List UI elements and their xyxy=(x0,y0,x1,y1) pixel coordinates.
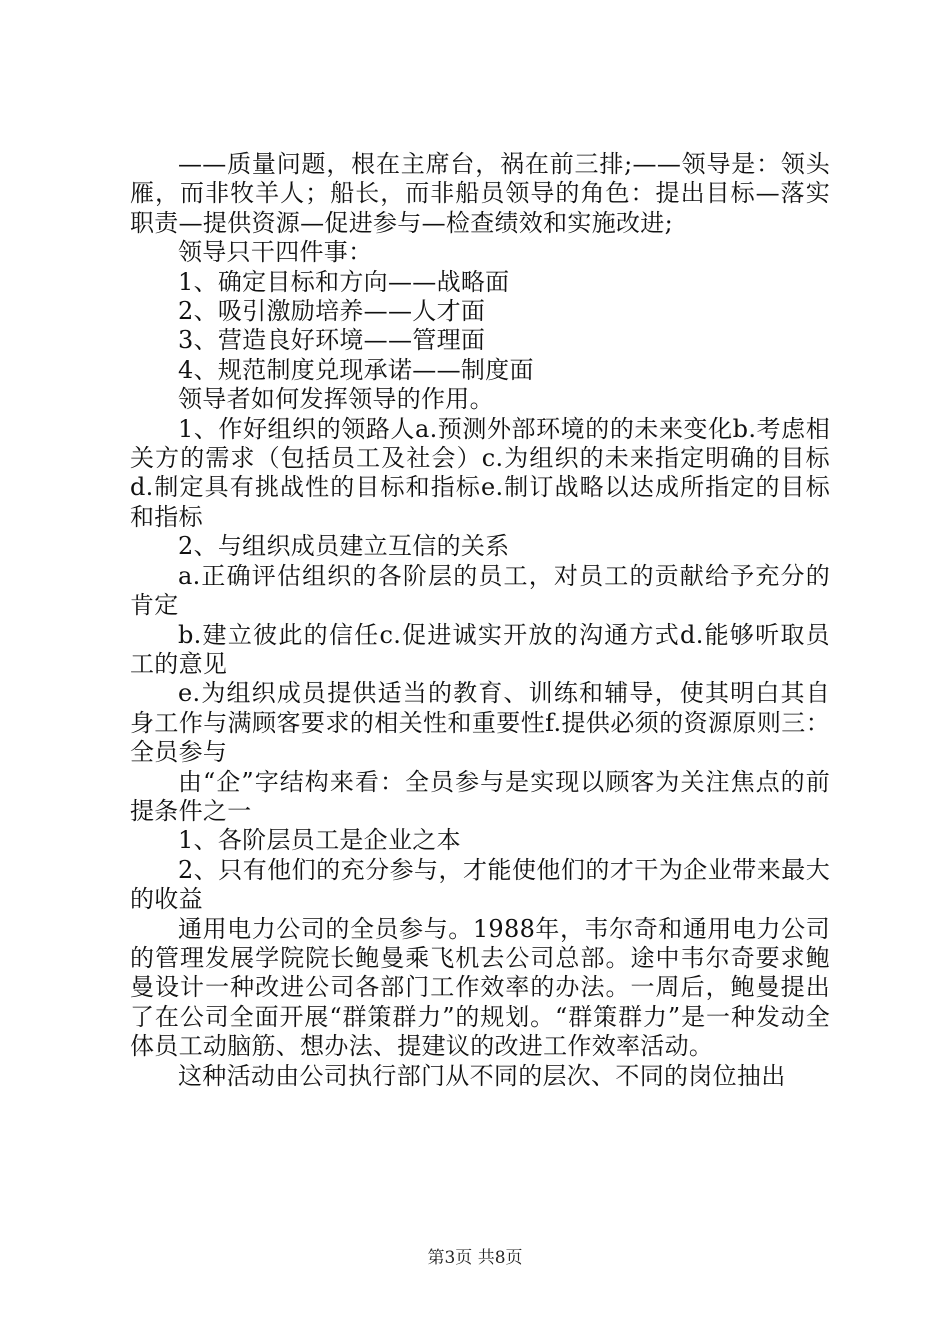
paragraph-system: 4、规范制度兑现承诺——制度面 xyxy=(178,355,534,384)
paragraph-evaluate-staff: a.正确评估组织的各阶层的员工，对员工的贡献给予充分的肯定 xyxy=(130,561,830,620)
paragraph-management: 3、营造良好环境——管理面 xyxy=(178,326,486,355)
page-footer: 第3页 共8页 xyxy=(427,1248,523,1268)
paragraph-leadership-intro: ——质量问题，根在主席台，祸在前三排;——领导是：领头雁，而非牧羊人；船长，而非船员领导的角色：提出目标—落实职责—提供资源—促进参与—检查绩效和实施改进; xyxy=(130,150,830,237)
paragraph-training: e.为组织成员提供适当的教育、训练和辅导，使其明白其自身工作与满顾客要求的相关性和重要性f.提供必须的资源原则三：全员参与 xyxy=(130,679,830,767)
paragraph-mutual-trust: 2、与组织成员建立互信的关系 xyxy=(178,532,510,561)
paragraph-full-participation: 由“企”字结构来看：全员参与是实现以顾客为关注焦点的前提条件之一 xyxy=(130,767,830,825)
paragraph-staff-benefit: 2、只有他们的充分参与，才能使他们的才干为企业带来最大的收益 xyxy=(130,855,830,914)
paragraph-ge-case: 通用电力公司的全员参与。1988年，韦尔奇和通用电力公司的管理发展学院院长鲍曼乘飞机去公司总部。途中韦尔奇要求鲍曼设计一种改进公司各部门工作效率的办法。一周后，鲍曼提出了在公司全面开展“群策群力”的规划。“群策群力”是一种发动全体员工动脑筋、想办法、提建议的改进工作效率活动。 xyxy=(130,914,830,1061)
paragraph-build-trust: b.建立彼此的信任c.促进诚实开放的沟通方式d.能够听取员工的意见 xyxy=(130,620,830,678)
paragraph-strategy: 1、确定目标和方向——战略面 xyxy=(178,267,510,296)
paragraph-activity: 这种活动由公司执行部门从不同的层次、不同的岗位抽出 xyxy=(178,1061,786,1090)
paragraph-talent: 2、吸引激励培养——人才面 xyxy=(178,297,486,326)
paragraph-staff-foundation: 1、各阶层员工是企业之本 xyxy=(178,826,461,855)
paragraph-four-things-heading: 领导只干四件事： xyxy=(178,238,373,267)
document-body xyxy=(130,150,830,1091)
paragraph-pathfinder: 1、作好组织的领路人a.预测外部环境的的未来变化b.考虑相关方的需求（包括员工及社会）c.为组织的未来指定明确的目标d.制定具有挑战性的目标和指标e.制订战略以达成所指定的目标和指标 xyxy=(130,414,830,531)
paragraph-leader-role-heading: 领导者如何发挥领导的作用。 xyxy=(178,385,494,414)
